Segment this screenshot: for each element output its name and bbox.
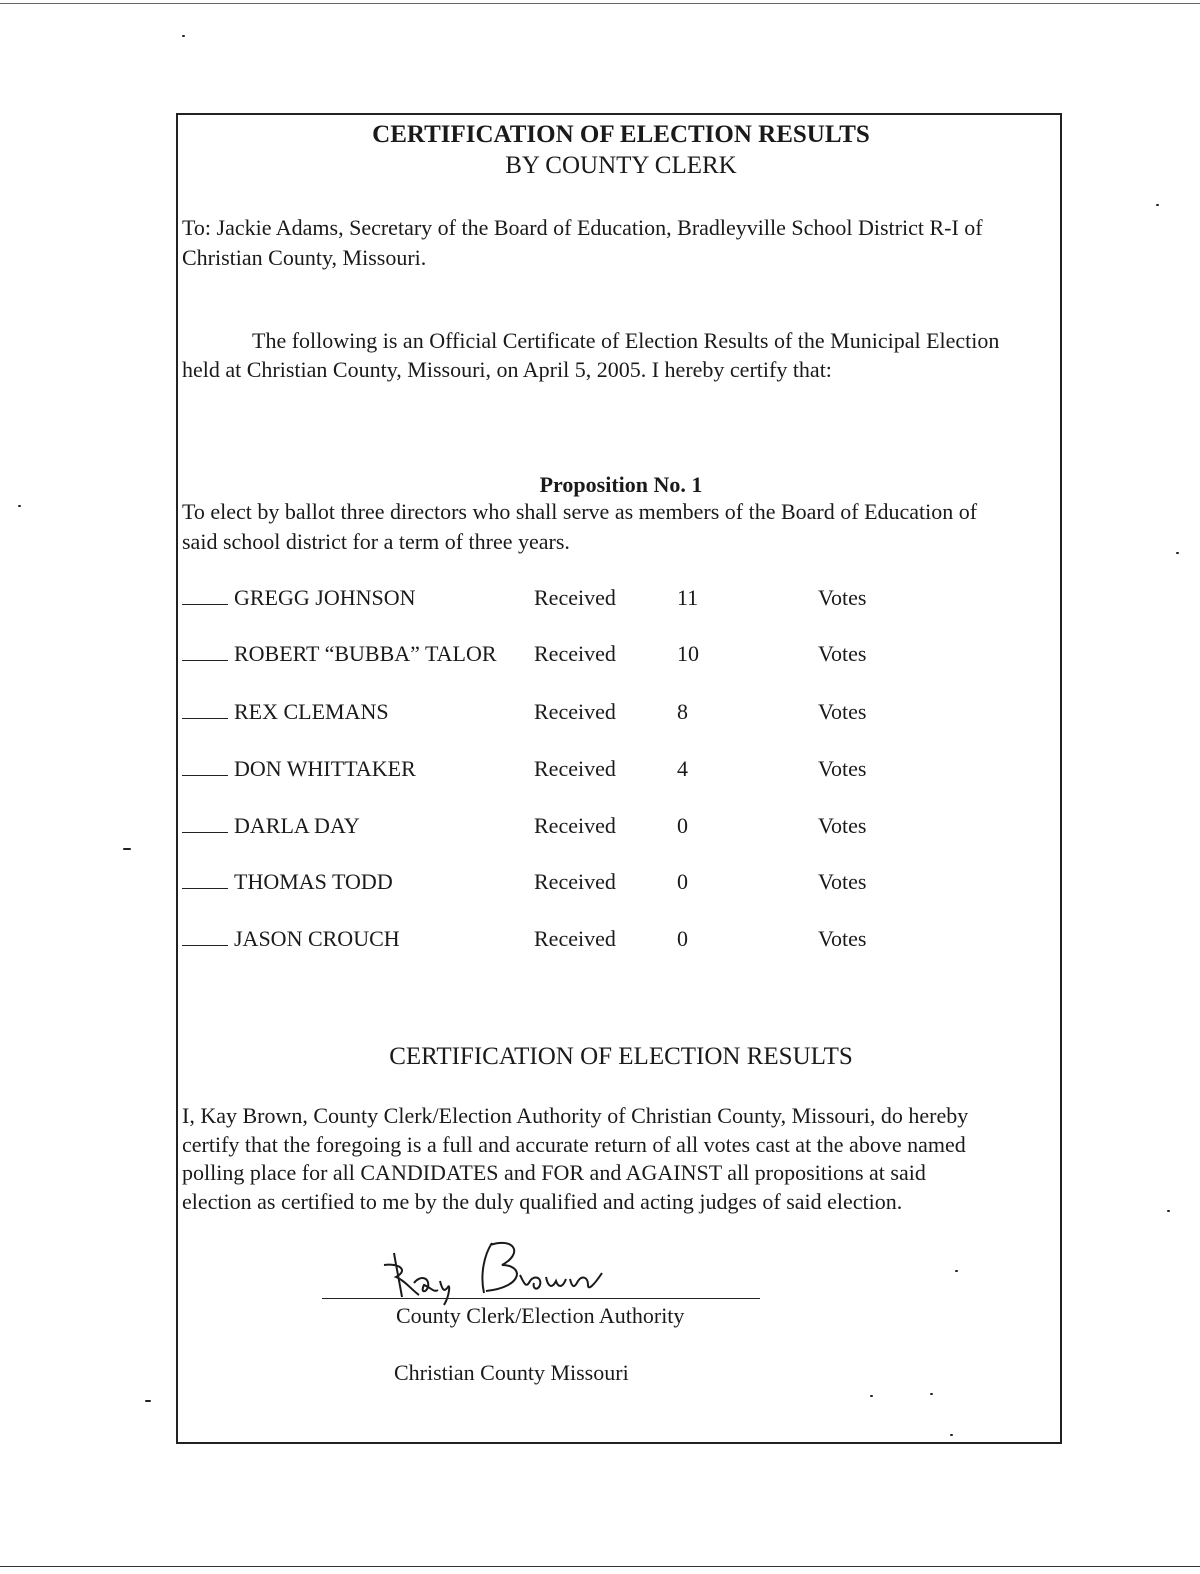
vote-count: 0: [677, 869, 688, 894]
scan-speck: [18, 505, 21, 507]
votes-label: Votes: [818, 813, 867, 838]
intro-line-1: The following is an Official Certificate of Election Results of the Municipal Election: [252, 328, 1000, 353]
candidate-name: GREGG JOHNSON: [234, 585, 416, 610]
candidate-row: [182, 812, 1042, 840]
vote-blank-line: [182, 775, 228, 776]
signature-caption: County Clerk/Election Authority: [396, 1303, 685, 1328]
candidate-row: [182, 698, 1042, 726]
candidate-row: [182, 868, 1042, 896]
vote-count: 0: [677, 813, 688, 838]
candidate-name: ROBERT “BUBBA” TALOR: [234, 641, 497, 666]
candidate-name: JASON CROUCH: [234, 926, 400, 951]
scan-speck: [145, 1400, 151, 1402]
candidate-row: [182, 584, 1042, 612]
proposition-line-2: said school district for a term of three years.: [182, 529, 570, 554]
document-subtitle: BY COUNTY CLERK: [505, 152, 737, 179]
candidate-name: DON WHITTAKER: [234, 756, 416, 781]
addressee-line-1: To: Jackie Adams, Secretary of the Board of Education, Bradleyville School District R-I of: [182, 215, 983, 240]
certification-line-3: polling place for all CANDIDATES and FOR and AGAINST all propositions at said: [182, 1160, 926, 1185]
scan-edge-top: [0, 3, 1200, 4]
vote-blank-line: [182, 660, 228, 661]
candidate-name: REX CLEMANS: [234, 699, 389, 724]
scan-speck: [123, 848, 131, 850]
vote-count: 0: [677, 926, 688, 951]
certification-title: CERTIFICATION OF ELECTION RESULTS: [389, 1043, 853, 1070]
votes-label: Votes: [818, 869, 867, 894]
received-label: Received: [534, 585, 616, 610]
addressee-line-2: Christian County, Missouri.: [182, 245, 427, 270]
vote-blank-line: [182, 718, 228, 719]
received-label: Received: [534, 813, 616, 838]
certification-line-1: I, Kay Brown, County Clerk/Election Authority of Christian County, Missouri, do hereby: [182, 1103, 969, 1128]
votes-label: Votes: [818, 756, 867, 781]
certificate-frame: [176, 113, 1062, 1444]
received-label: Received: [534, 641, 616, 666]
votes-label: Votes: [818, 699, 867, 724]
certification-line-4: election as certified to me by the duly qualified and acting judges of said election.: [182, 1189, 903, 1214]
vote-count: 11: [677, 585, 699, 610]
intro-line-2: held at Christian County, Missouri, on April 5, 2005. I hereby certify that:: [182, 357, 832, 382]
signature-line: [322, 1298, 760, 1299]
scan-speck: [1167, 1210, 1170, 1212]
scan-edge-bottom: [0, 1566, 1200, 1567]
received-label: Received: [534, 926, 616, 951]
votes-label: Votes: [818, 585, 867, 610]
received-label: Received: [534, 756, 616, 781]
vote-blank-line: [182, 832, 228, 833]
scan-speck: [1176, 552, 1179, 554]
candidate-name: THOMAS TODD: [234, 869, 393, 894]
votes-label: Votes: [818, 641, 867, 666]
vote-count: 10: [677, 641, 699, 666]
candidate-row: [182, 755, 1042, 783]
candidate-row: [182, 640, 1042, 668]
proposition-line-1: To elect by ballot three directors who shall serve as members of the Board of Education of: [182, 499, 978, 524]
certification-line-2: certify that the foregoing is a full and accurate return of all votes cast at the above named: [182, 1132, 966, 1157]
vote-blank-line: [182, 945, 228, 946]
vote-count: 8: [677, 699, 688, 724]
votes-label: Votes: [818, 926, 867, 951]
scan-speck: [182, 35, 185, 37]
received-label: Received: [534, 869, 616, 894]
signature-location: Christian County Missouri: [394, 1360, 629, 1385]
vote-blank-line: [182, 604, 228, 605]
proposition-title: Proposition No. 1: [539, 472, 703, 497]
candidate-name: DARLA DAY: [234, 813, 360, 838]
vote-count: 4: [677, 756, 688, 781]
received-label: Received: [534, 699, 616, 724]
candidate-row: [182, 925, 1042, 953]
scan-speck: [1156, 204, 1159, 206]
document-title: CERTIFICATION OF ELECTION RESULTS: [372, 121, 870, 148]
vote-blank-line: [182, 888, 228, 889]
